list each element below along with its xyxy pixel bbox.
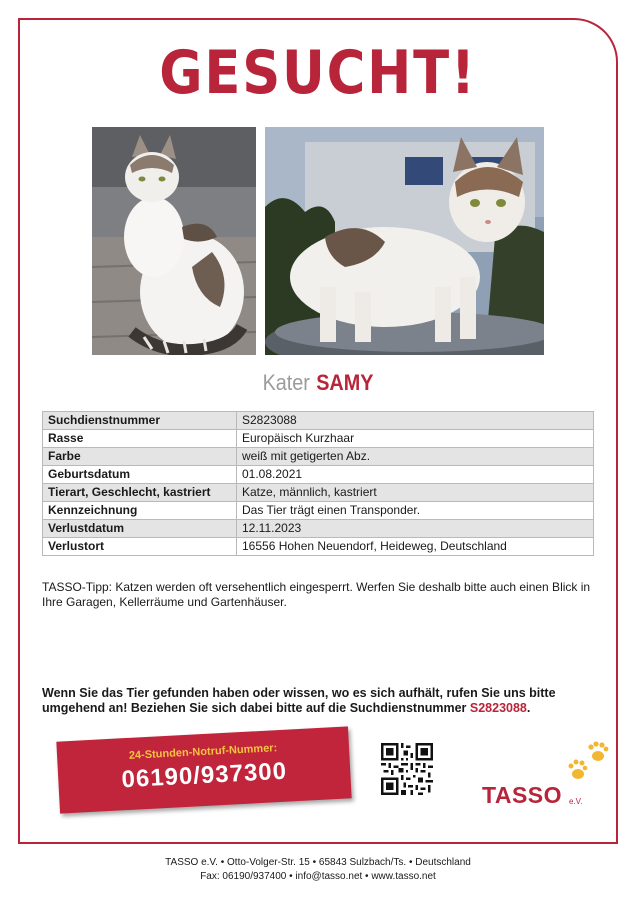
hotline-banner bbox=[56, 726, 351, 813]
qr-code[interactable] bbox=[381, 743, 433, 795]
footer-address: TASSO e.V. • Otto-Volger-Str. 15 • 65843 Sulzbach/Ts. • Deutschland bbox=[165, 857, 471, 868]
detail-value: 16556 Hohen Neuendorf, Heideweg, Deutschland bbox=[237, 538, 594, 556]
details-table bbox=[42, 411, 594, 556]
cat-photo-standing bbox=[265, 127, 544, 355]
table-row bbox=[43, 448, 594, 466]
paw-icon bbox=[564, 740, 612, 792]
detail-label: Geburtsdatum bbox=[43, 466, 237, 484]
poster-frame-left-edge bbox=[18, 18, 20, 844]
logo-wordmark: TASSO bbox=[482, 782, 563, 808]
table-row bbox=[43, 466, 594, 484]
table-row bbox=[43, 502, 594, 520]
tasso-logo bbox=[482, 740, 612, 810]
table-row bbox=[43, 430, 594, 448]
detail-label: Rasse bbox=[43, 430, 237, 448]
detail-value: Das Tier trägt einen Transponder. bbox=[237, 502, 594, 520]
detail-label: Kennzeichnung bbox=[43, 502, 237, 520]
table-row bbox=[43, 538, 594, 556]
cat-photo-sitting bbox=[92, 127, 256, 355]
appeal-search-number: S2823088 bbox=[469, 701, 527, 715]
hotline-label: 24-Stunden-Notruf-Nummer: bbox=[128, 742, 278, 762]
table-row bbox=[43, 520, 594, 538]
detail-value: S2823088 bbox=[237, 412, 594, 430]
detail-value: 01.08.2021 bbox=[237, 466, 594, 484]
detail-label: Farbe bbox=[43, 448, 237, 466]
detail-label: Suchdienstnummer bbox=[43, 412, 237, 430]
detail-value: Katze, männlich, kastriert bbox=[237, 484, 594, 502]
hotline-phone-link[interactable]: 06190/937300 bbox=[120, 757, 288, 794]
cat-name: SAMY bbox=[316, 370, 374, 395]
poster-title: GESUCHT! bbox=[159, 38, 477, 108]
detail-value: 12.11.2023 bbox=[237, 520, 594, 538]
appeal-body: Wenn Sie das Tier gefunden haben oder wissen, wo es sich aufhält, rufen Sie uns bitte umgehend an! Beziehen Sie sich dabei bitte auf die Suchdienstnummer bbox=[42, 686, 556, 715]
footer bbox=[0, 856, 636, 884]
detail-label: Verlustort bbox=[43, 538, 237, 556]
logo-suffix: e.V. bbox=[569, 797, 583, 806]
cat-name-prefix: Kater bbox=[262, 370, 310, 395]
table-row bbox=[43, 412, 594, 430]
table-row bbox=[43, 484, 594, 502]
appeal-text bbox=[42, 686, 602, 716]
tasso-tip: TASSO-Tipp: Katzen werden oft versehentlich eingesperrt. Werfen Sie deshalb bitte auch einen Blick in Ihre Garagen, Kellerräume und Gartenhäuser. bbox=[42, 580, 591, 609]
detail-label: Verlustdatum bbox=[43, 520, 237, 538]
footer-contact: Fax: 06190/937400 • info@tasso.net • www.tasso.net bbox=[200, 871, 436, 882]
cat-name-heading bbox=[32, 370, 604, 396]
appeal-end: . bbox=[526, 701, 531, 715]
detail-value: Europäisch Kurzhaar bbox=[237, 430, 594, 448]
detail-value: weiß mit getigerten Abz. bbox=[237, 448, 594, 466]
detail-label: Tierart, Geschlecht, kastriert bbox=[43, 484, 237, 502]
